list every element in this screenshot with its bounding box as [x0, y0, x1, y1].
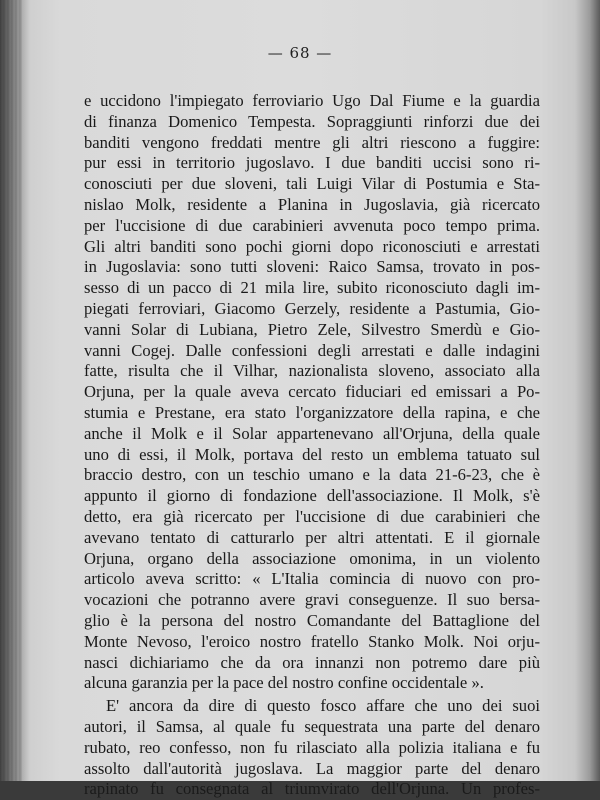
- text-line: rapinato fu consegnata al triumvirato dell'Orjuna. Un profes-: [84, 779, 540, 799]
- text-line: vocazioni che potranno avere gravi conseguenze. Il suo bersa-: [84, 590, 540, 610]
- text-line: in Jugoslavia: sono tutti sloveni: Raico Samsa, trovato in pos-: [84, 257, 540, 277]
- text-line: articolo aveva scritto: « L'Italia comincia di nuovo con pro-: [84, 569, 540, 589]
- text-line: nasci dichiariamo che da ora innanzi non potremo dare più: [84, 652, 540, 672]
- text-line: avevano tentato di catturarlo per altri attentati. E il giornale: [84, 527, 540, 547]
- text-line: Orjuna, organo della associazione omonima, in un violento: [84, 548, 540, 568]
- text-line: autori, il Samsa, al quale fu sequestrata una parte del denaro: [84, 716, 540, 736]
- text-line: pur essi in territorio jugoslavo. I due banditi uccisi sono ri-: [84, 153, 540, 173]
- text-line: fatte, risulta che il Vilhar, nazionalista sloveno, associato alla: [84, 361, 540, 381]
- text-line: appunto il giorno di fondazione dell'associazione. Il Molk, s'è: [84, 486, 540, 506]
- page-binding-shadow: [0, 0, 22, 781]
- text-line: Orjuna, per la quale aveva cercato fiduciari ed emissari a Po-: [84, 382, 540, 402]
- text-line: nislao Molk, residente a Planina in Jugoslavia, già ricercato: [84, 194, 540, 214]
- text-line: Gli altri banditi sono pochi giorni dopo riconosciuti e arrestati: [84, 236, 540, 256]
- text-line: Monte Nevoso, l'eroico nostro fratello Stanko Molk. Noi orju-: [84, 631, 540, 651]
- text-line: braccio destro, con un teschio umano e la data 21-6-23, che è: [84, 465, 540, 485]
- text-line: anche il Molk e il Solar appartenevano all'Orjuna, della quale: [84, 423, 540, 443]
- text-line: glio è la persona del nostro Comandante del Battaglione del: [84, 610, 540, 630]
- text-line: stumia e Prestane, era stato l'organizzatore della rapina, e che: [84, 402, 540, 422]
- text-line: e uccidono l'impiegato ferroviario Ugo Dal Fiume e la guardia: [84, 91, 540, 110]
- text-line: alcuna garanzia per la pace del nostro confine occidentale ».: [84, 673, 484, 693]
- text-line: per l'uccisione di due carabinieri avvenuta poco tempo prima.: [84, 215, 540, 235]
- text-line: detto, era già ricercato per l'uccisione di due carabinieri che: [84, 506, 540, 526]
- text-line: banditi vengono freddati mentre gli altri riescono a fuggire:: [84, 132, 540, 152]
- body-text: [84, 91, 540, 800]
- text-line: conosciuti per due sloveni, tali Luigi Vilar di Postumia e Sta-: [84, 174, 540, 194]
- page-number: — 68 —: [267, 44, 333, 62]
- text-line: rubato, reo confesso, non fu rilasciato alla polizia italiana e fu: [84, 737, 540, 757]
- text-line: uno di essi, il Molk, portava del resto un emblema tatuato sul: [84, 444, 540, 464]
- text-line: assolto dall'autorità jugoslava. La maggior parte del denaro: [84, 758, 540, 778]
- text-line: E' ancora da dire di questo fosco affare che uno dei suoi: [106, 696, 540, 716]
- text-line: vanni Cogej. Dalle confessioni degli arrestati e dalle indagini: [84, 340, 540, 360]
- text-line: di finanza Domenico Tempesta. Sopraggiunti rinforzi due dei: [84, 111, 540, 131]
- text-line: sesso di un pacco di 21 mila lire, subito riconosciuto dagli im-: [84, 278, 540, 298]
- text-line: vanni Solar di Lubiana, Pietro Zele, Silvestro Smerdù e Gio-: [84, 319, 540, 339]
- text-line: piegati ferroviari, Giacomo Gerzely, residente a Pastumia, Gio-: [84, 298, 540, 318]
